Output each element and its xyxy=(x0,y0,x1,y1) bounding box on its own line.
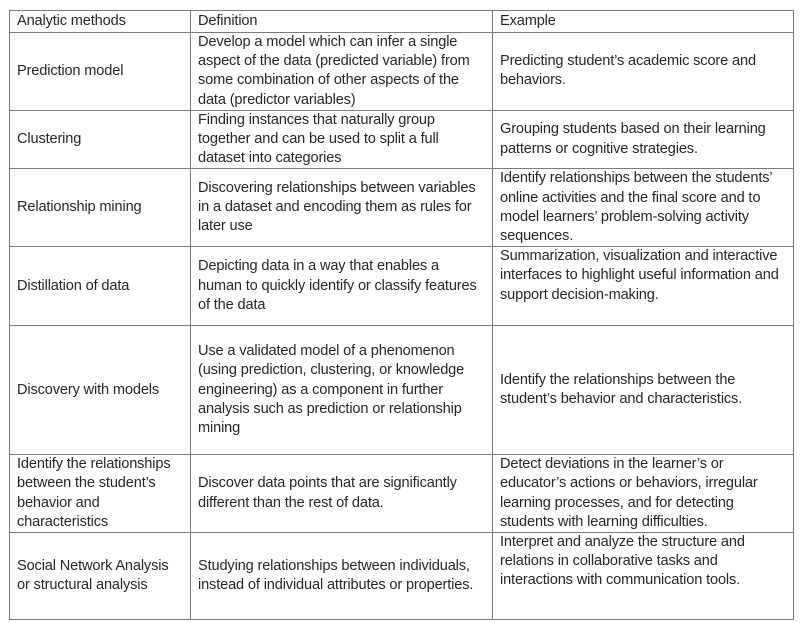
method-cell: Discovery with models xyxy=(10,326,191,455)
table-row xyxy=(10,326,794,455)
definition-cell: Depicting data in a way that enables a human to quickly identify or classify features of the data xyxy=(191,247,493,326)
definition-cell: Develop a model which can infer a single aspect of the data (predicted variable) from some combination of other aspects of the data (predictor variables) xyxy=(191,33,493,111)
method-cell: Identify the relationships between the student’s behavior and characteristics xyxy=(10,455,191,533)
example-cell: Identify relationships between the students’ online activities and the final score and to model learners’ problem-solving activity sequences. xyxy=(493,169,794,247)
example-cell: Summarization, visualization and interactive interfaces to highlight useful information and support decision-making. xyxy=(493,247,794,326)
table-row xyxy=(10,533,794,620)
table-row xyxy=(10,169,794,247)
header-definition: Definition xyxy=(191,11,493,33)
method-cell: Distillation of data xyxy=(10,247,191,326)
table-row xyxy=(10,110,794,169)
method-cell: Social Network Analysis or structural analysis xyxy=(10,533,191,620)
method-cell: Relationship mining xyxy=(10,169,191,247)
header-example: Example xyxy=(493,11,794,33)
example-cell: Interpret and analyze the structure and relations in collaborative tasks and interactions with communication tools. xyxy=(493,533,794,620)
definition-cell: Discovering relationships between variables in a dataset and encoding them as rules for later use xyxy=(191,169,493,247)
table-row xyxy=(10,247,794,326)
definition-cell: Studying relationships between individuals, instead of individual attributes or properties. xyxy=(191,533,493,620)
example-cell: Identify the relationships between the student’s behavior and characteristics. xyxy=(493,326,794,455)
example-cell: Detect deviations in the learner’s or educator’s actions or behaviors, irregular learning processes, and for detecting students with learning difficulties. xyxy=(493,455,794,533)
definition-cell: Finding instances that naturally group together and can be used to split a full dataset into categories xyxy=(191,110,493,169)
definition-cell: Use a validated model of a phenomenon (using prediction, clustering, or knowledge engineering) as a component in further analysis such as prediction or relationship mining xyxy=(191,326,493,455)
table-row xyxy=(10,33,794,111)
definition-cell: Discover data points that are significantly different than the rest of data. xyxy=(191,455,493,533)
table-row xyxy=(10,455,794,533)
example-cell: Grouping students based on their learning patterns or cognitive strategies. xyxy=(493,110,794,169)
analytic-methods-table xyxy=(9,10,794,620)
header-analytic-methods: Analytic methods xyxy=(10,11,191,33)
method-cell: Clustering xyxy=(10,110,191,169)
example-cell: Predicting student’s academic score and behaviors. xyxy=(493,33,794,111)
header-row xyxy=(10,11,794,33)
method-cell: Prediction model xyxy=(10,33,191,111)
